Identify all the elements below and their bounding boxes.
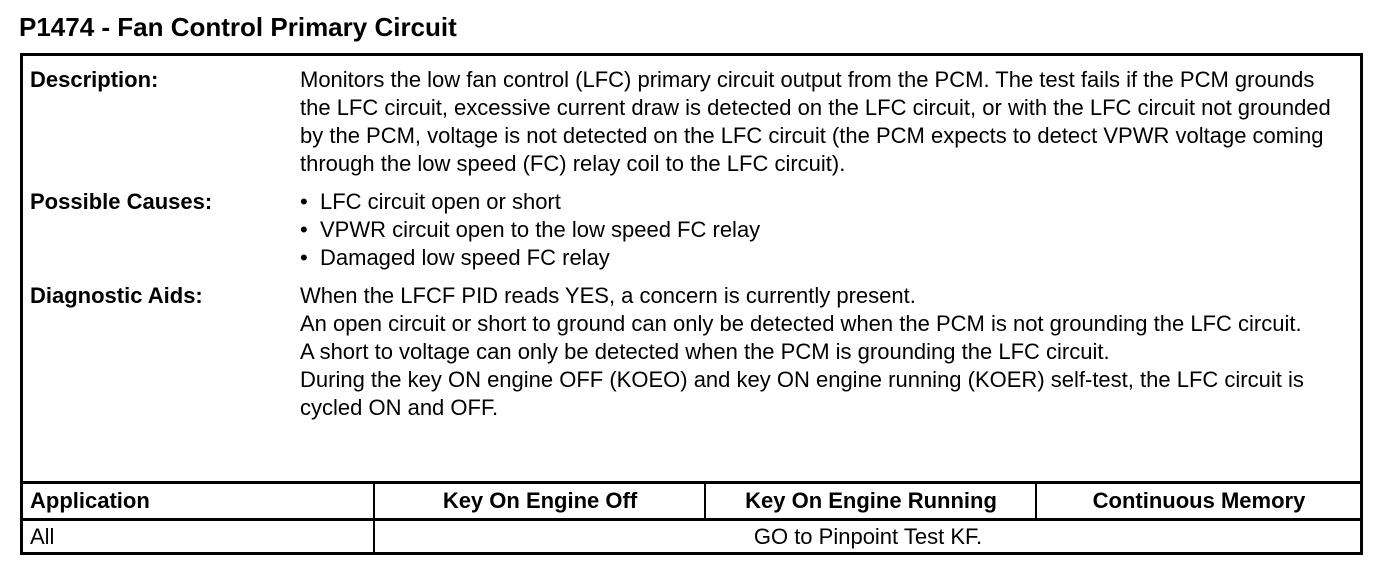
header-continuous-memory: Continuous Memory: [1092, 488, 1306, 513]
possible-causes-label: Possible Causes:: [30, 189, 213, 214]
page-title: P1474 - Fan Control Primary Circuit: [19, 12, 457, 42]
grid-data-row: [23, 521, 1360, 552]
diagnostic-aid-line: During the key ON engine OFF (KOEO) and key ON engine running (KOER) self-test, the LFC circuit is cycled ON and OFF.: [300, 367, 1304, 420]
diagnostic-aids-row: [23, 282, 1360, 422]
diagnostic-aid-line: When the LFCF PID reads YES, a concern is currently present.: [300, 283, 916, 308]
cause-item: • Damaged low speed FC relay: [300, 244, 1346, 272]
diagnostic-aids-text: [300, 282, 1360, 422]
application-value: All: [30, 524, 55, 549]
diagnostic-aid-line: A short to voltage can only be detected when the PCM is grounding the LFC circuit.: [300, 339, 1110, 364]
cause-item: • LFC circuit open or short: [300, 188, 1346, 216]
header-koer: Key On Engine Running: [745, 488, 997, 513]
grid-header-row: [23, 484, 1360, 521]
header-koeo: Key On Engine Off: [442, 488, 638, 513]
description-paragraph: Monitors the low fan control (LFC) primary circuit output from the PCM. The test fails if the PCM grounds the LFC circuit, excessive current draw is detected on the LFC circuit, or with the LFC circuit not grounded by the PCM, voltage is not detected on the LFC circuit (the PCM expects to detect VPWR voltage coming through the low speed (FC) relay coil to the LFC circuit).: [300, 67, 1331, 176]
dtc-info-section: [23, 56, 1360, 484]
diagnostic-aid-line: An open circuit or short to ground can only be detected when the PCM is not grounding the LFC circuit.: [300, 311, 1302, 336]
header-application: Application: [30, 488, 150, 513]
possible-causes-row: [23, 188, 1360, 272]
diagnostic-aids-label: Diagnostic Aids:: [30, 283, 203, 308]
dtc-table: [20, 53, 1363, 555]
cause-item: • VPWR circuit open to the low speed FC relay: [300, 216, 1346, 244]
description-text: [300, 66, 1360, 178]
possible-causes-list-wrap: [300, 188, 1360, 272]
description-label: Description:: [30, 67, 159, 92]
test-application-grid: [23, 481, 1360, 552]
description-row: [23, 66, 1360, 178]
possible-causes-list: [300, 188, 1346, 272]
pinpoint-test-instruction: GO to Pinpoint Test KF.: [753, 524, 983, 549]
